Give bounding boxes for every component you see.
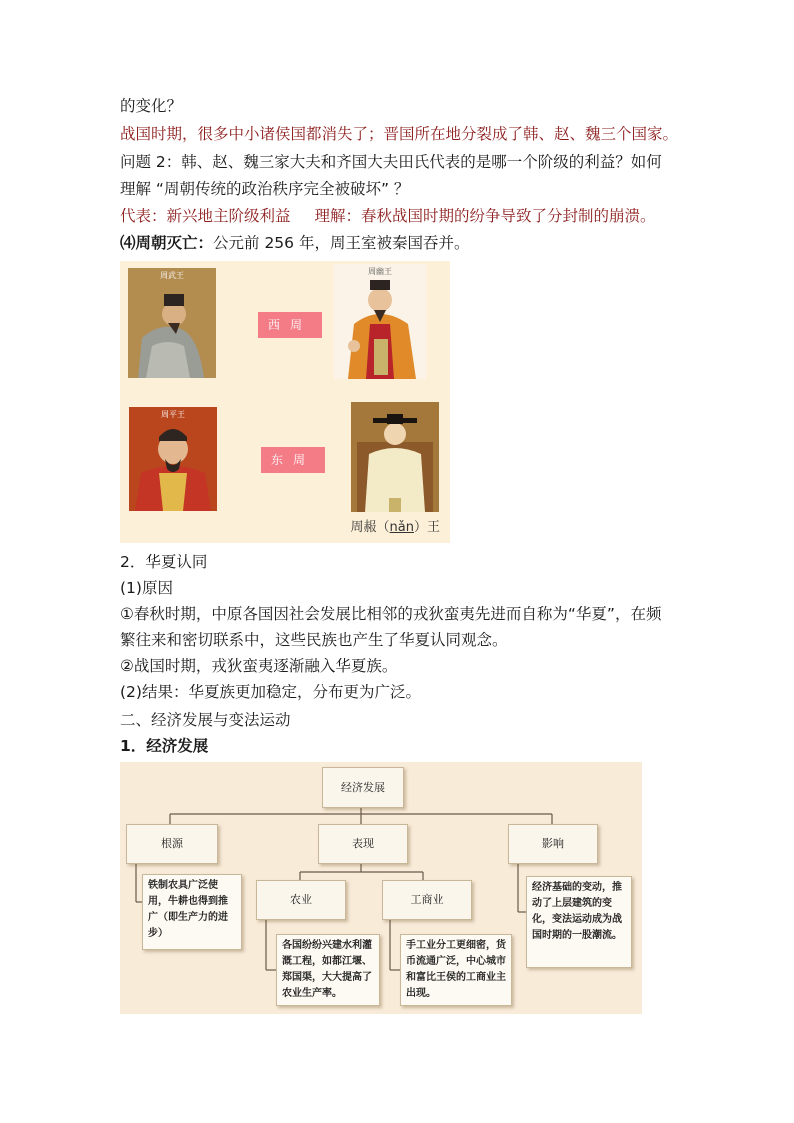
part-heading: 二、经济发展与变法运动 [120, 711, 291, 729]
text-line: ①春秋时期，中原各国因社会发展比相邻的戎狄蛮夷先进而自称为“华夏”，在频 [120, 605, 662, 623]
portrait-caption: 周幽王 [368, 267, 392, 276]
king-illustration-icon [128, 268, 216, 378]
king-illustration-icon [351, 402, 439, 512]
node-performance: 表现 [318, 824, 408, 864]
question-line: 问题 2：韩、赵、魏三家大夫和齐国大夫田氏代表的是哪一个阶级的利益？如何 [120, 153, 662, 171]
leaf-agriculture-text: 各国纷纷兴建水利灌溉工程，如都江堰、郑国渠，大大提高了农业生产率。 [276, 934, 380, 1006]
text-line: (2)结果：华夏族更加稳定，分布更为广泛。 [120, 683, 421, 701]
question-line: 理解 “周朝传统的政治秩序完全被破坏” ？ [120, 180, 410, 198]
answer-understand: 理解：春秋战国时期的纷争导致了分封制的崩溃。 [314, 207, 656, 225]
node-source: 根源 [126, 824, 218, 864]
node-economy-development: 经济发展 [322, 767, 404, 808]
node-agriculture: 农业 [256, 880, 346, 920]
text-line [120, 233, 469, 253]
zhou-kings-figure [120, 261, 450, 543]
answer-line [120, 206, 656, 226]
period-label-western-zhou: 西周 [258, 312, 322, 338]
node-commerce: 工商业 [382, 880, 472, 920]
figure-caption [351, 516, 440, 535]
caption-pre: 周赧（ [350, 520, 390, 535]
portrait-caption: 周平王 [161, 410, 185, 419]
king-illustration-icon [334, 264, 426, 379]
part-subheading: 1．经济发展 [120, 737, 209, 755]
zhou-fall-text: 公元前 256 年，周王室被秦国吞并。 [213, 234, 470, 252]
text-line: 繁往来和密切联系中，这些民族也产生了华夏认同观念。 [120, 631, 508, 649]
period-label-eastern-zhou: 东周 [261, 447, 325, 473]
text-line: 的变化？ [120, 97, 183, 115]
king-illustration-icon [129, 407, 217, 511]
reason-label: (1)原因 [120, 579, 173, 597]
leaf-commerce-text: 手工业分工更细密，货币流通广泛，中心城市和富比王侯的工商业主出现。 [400, 934, 512, 1006]
leaf-source-text: 铁制农具广泛使用，牛耕也得到推广（即生产力的进步） [142, 874, 242, 950]
portrait-zhou-pingwang [129, 407, 217, 511]
portrait-zhou-wuwang [128, 268, 216, 378]
economy-flow-chart [120, 762, 642, 1014]
node-impact: 影响 [508, 824, 598, 864]
leaf-impact-text: 经济基础的变动，推动了上层建筑的变化，变法运动成为战国时期的一股潮流。 [526, 876, 632, 968]
section-title: 2．华夏认同 [120, 553, 208, 571]
portrait-caption: 周武王 [160, 271, 184, 280]
caption-post: ）王 [413, 520, 440, 535]
answer-represent: 代表：新兴地主阶级利益 [120, 207, 291, 225]
answer-line: 战国时期，很多中小诸侯国都消失了；晋国所在地分裂成了韩、赵、魏三个国家。 [120, 125, 679, 143]
caption-pinyin: nǎn [389, 520, 414, 535]
portrait-zhou-youwang [334, 264, 426, 379]
subheading-zhou-fall: ⑷周朝灭亡： [120, 234, 214, 252]
portrait-zhou-nanwang [351, 402, 439, 512]
text-line: ②战国时期，戎狄蛮夷逐渐融入华夏族。 [120, 657, 398, 675]
